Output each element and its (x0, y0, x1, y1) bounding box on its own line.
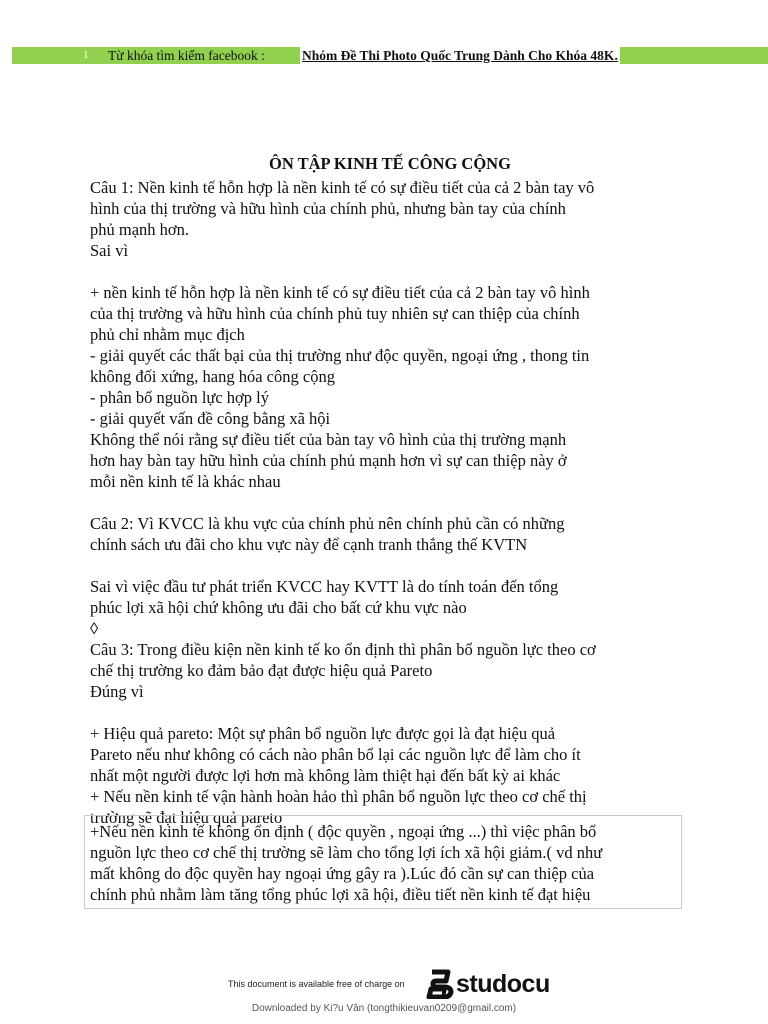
text-line: ◊ (90, 619, 99, 638)
text-line: Pareto nếu như không có cách nào phân bổ lại các nguồn lực để làm cho ít (90, 745, 581, 764)
text-line: không đối xứng, hang hóa công cộng (90, 367, 335, 386)
text-line: Câu 2: Vì KVCC là khu vực của chính phủ nên chính phủ cần có những (90, 514, 565, 533)
downloaded-by-text: Downloaded by Ki?u Vân (tongthikieuvan0209@gmail.com) (251, 1003, 517, 1014)
text-line: - giải quyết vấn đề công bằng xã hội (90, 409, 331, 428)
text-line: nhất một người được lợi hơn mà không làm thiệt hại đến bất kỳ ai khác (90, 766, 561, 785)
studocu-s-icon (424, 969, 454, 999)
text-line (90, 702, 690, 723)
text-line (90, 261, 690, 282)
document-title: ÔN TẬP KINH TẾ CÔNG CỘNG (269, 154, 511, 173)
text-line: Sai vì (90, 241, 129, 260)
text-line: Câu 3: Trong điều kiện nền kinh tế ko ổn định thì phân bổ nguồn lực theo cơ (90, 640, 596, 659)
boxed-paragraph (84, 815, 682, 909)
text-line: nguồn lực theo cơ chế thị trường sẽ làm cho tổng lợi ích xã hội giảm.( vd như (90, 843, 603, 862)
studocu-brand-text: studocu (456, 969, 550, 998)
text-line: chế thị trường ko đảm bảo đạt được hiệu quả Pareto (90, 661, 433, 680)
text-line: + Nếu nền kinh tế vận hành hoàn hảo thì phân bổ nguồn lực theo cơ chế thị (90, 787, 587, 806)
text-line: Câu 1: Nền kinh tế hỗn hợp là nền kinh tế có sự điều tiết của cả 2 bàn tay vô (90, 178, 595, 197)
text-line: phủ mạnh hơn. (90, 220, 190, 239)
text-line: + Hiệu quả pareto: Một sự phân bổ nguồn lực được gọi là đạt hiệu quả (90, 724, 556, 743)
text-line: - phân bổ nguồn lực hợp lý (90, 388, 269, 407)
header-label: Từ khóa tìm kiếm facebook : (108, 48, 265, 63)
text-line: mất không do độc quyền hay ngoại ứng gây ra ).Lúc đó cần sự can thiệp của (90, 864, 595, 883)
text-line: chính phủ nhằm làm tăng tổng phúc lợi xã hội, điều tiết nền kinh tế đạt hiệu (90, 885, 591, 904)
page-number: 1 (83, 49, 89, 61)
text-line: hơn hay bàn tay hữu hình của chính phủ mạnh hơn vì sự can thiệp này ở (90, 451, 567, 470)
text-line: chính sách ưu đãi cho khu vực này để cạnh tranh thắng thế KVTN (90, 535, 528, 554)
text-line: trường sẽ đạt hiệu quả pareto (90, 808, 283, 827)
text-line: Đúng vì (90, 682, 144, 701)
facebook-group-link[interactable]: Nhóm Đề Thi Photo Quốc Trung Dành Cho Khóa 48K. (302, 48, 618, 63)
text-line (90, 492, 690, 513)
text-line: phúc lợi xã hội chứ không ưu đãi cho bất cứ khu vực nào (90, 598, 467, 617)
text-line: Không thể nói rằng sự điều tiết của bàn tay vô hình của thị trường mạnh (90, 430, 567, 449)
availability-text: This document is available free of charge on (228, 979, 405, 989)
document-body (90, 151, 690, 828)
text-line: phủ chỉ nhằm mục địch (90, 325, 245, 344)
text-line: - giải quyết các thất bại của thị trường như độc quyền, ngoại ứng , thong tin (90, 346, 590, 365)
text-line: hình của thị trường và hữu hình của chính phủ, nhưng bàn tay của chính (90, 199, 566, 218)
text-line: của thị trường và hữu hình của chính phủ tuy nhiên sự can thiệp của chính (90, 304, 580, 323)
studocu-logo[interactable] (424, 968, 550, 1000)
text-line: Sai vì việc đầu tư phát triển KVCC hay KVTT là do tính toán đến tổng (90, 577, 559, 596)
header-bar (12, 47, 768, 64)
text-line: + nền kinh tế hỗn hợp là nền kinh tế có sự điều tiết của cả 2 bàn tay vô hình (90, 283, 590, 302)
text-line (90, 555, 690, 576)
document-lines (90, 177, 690, 828)
boxed-lines (90, 821, 681, 905)
text-line: +Nếu nền kinh tế không ổn định ( độc quyền , ngoại ứng ...) thì việc phân bổ (90, 822, 597, 841)
text-line: mỗi nền kinh tế là khác nhau (90, 472, 281, 491)
